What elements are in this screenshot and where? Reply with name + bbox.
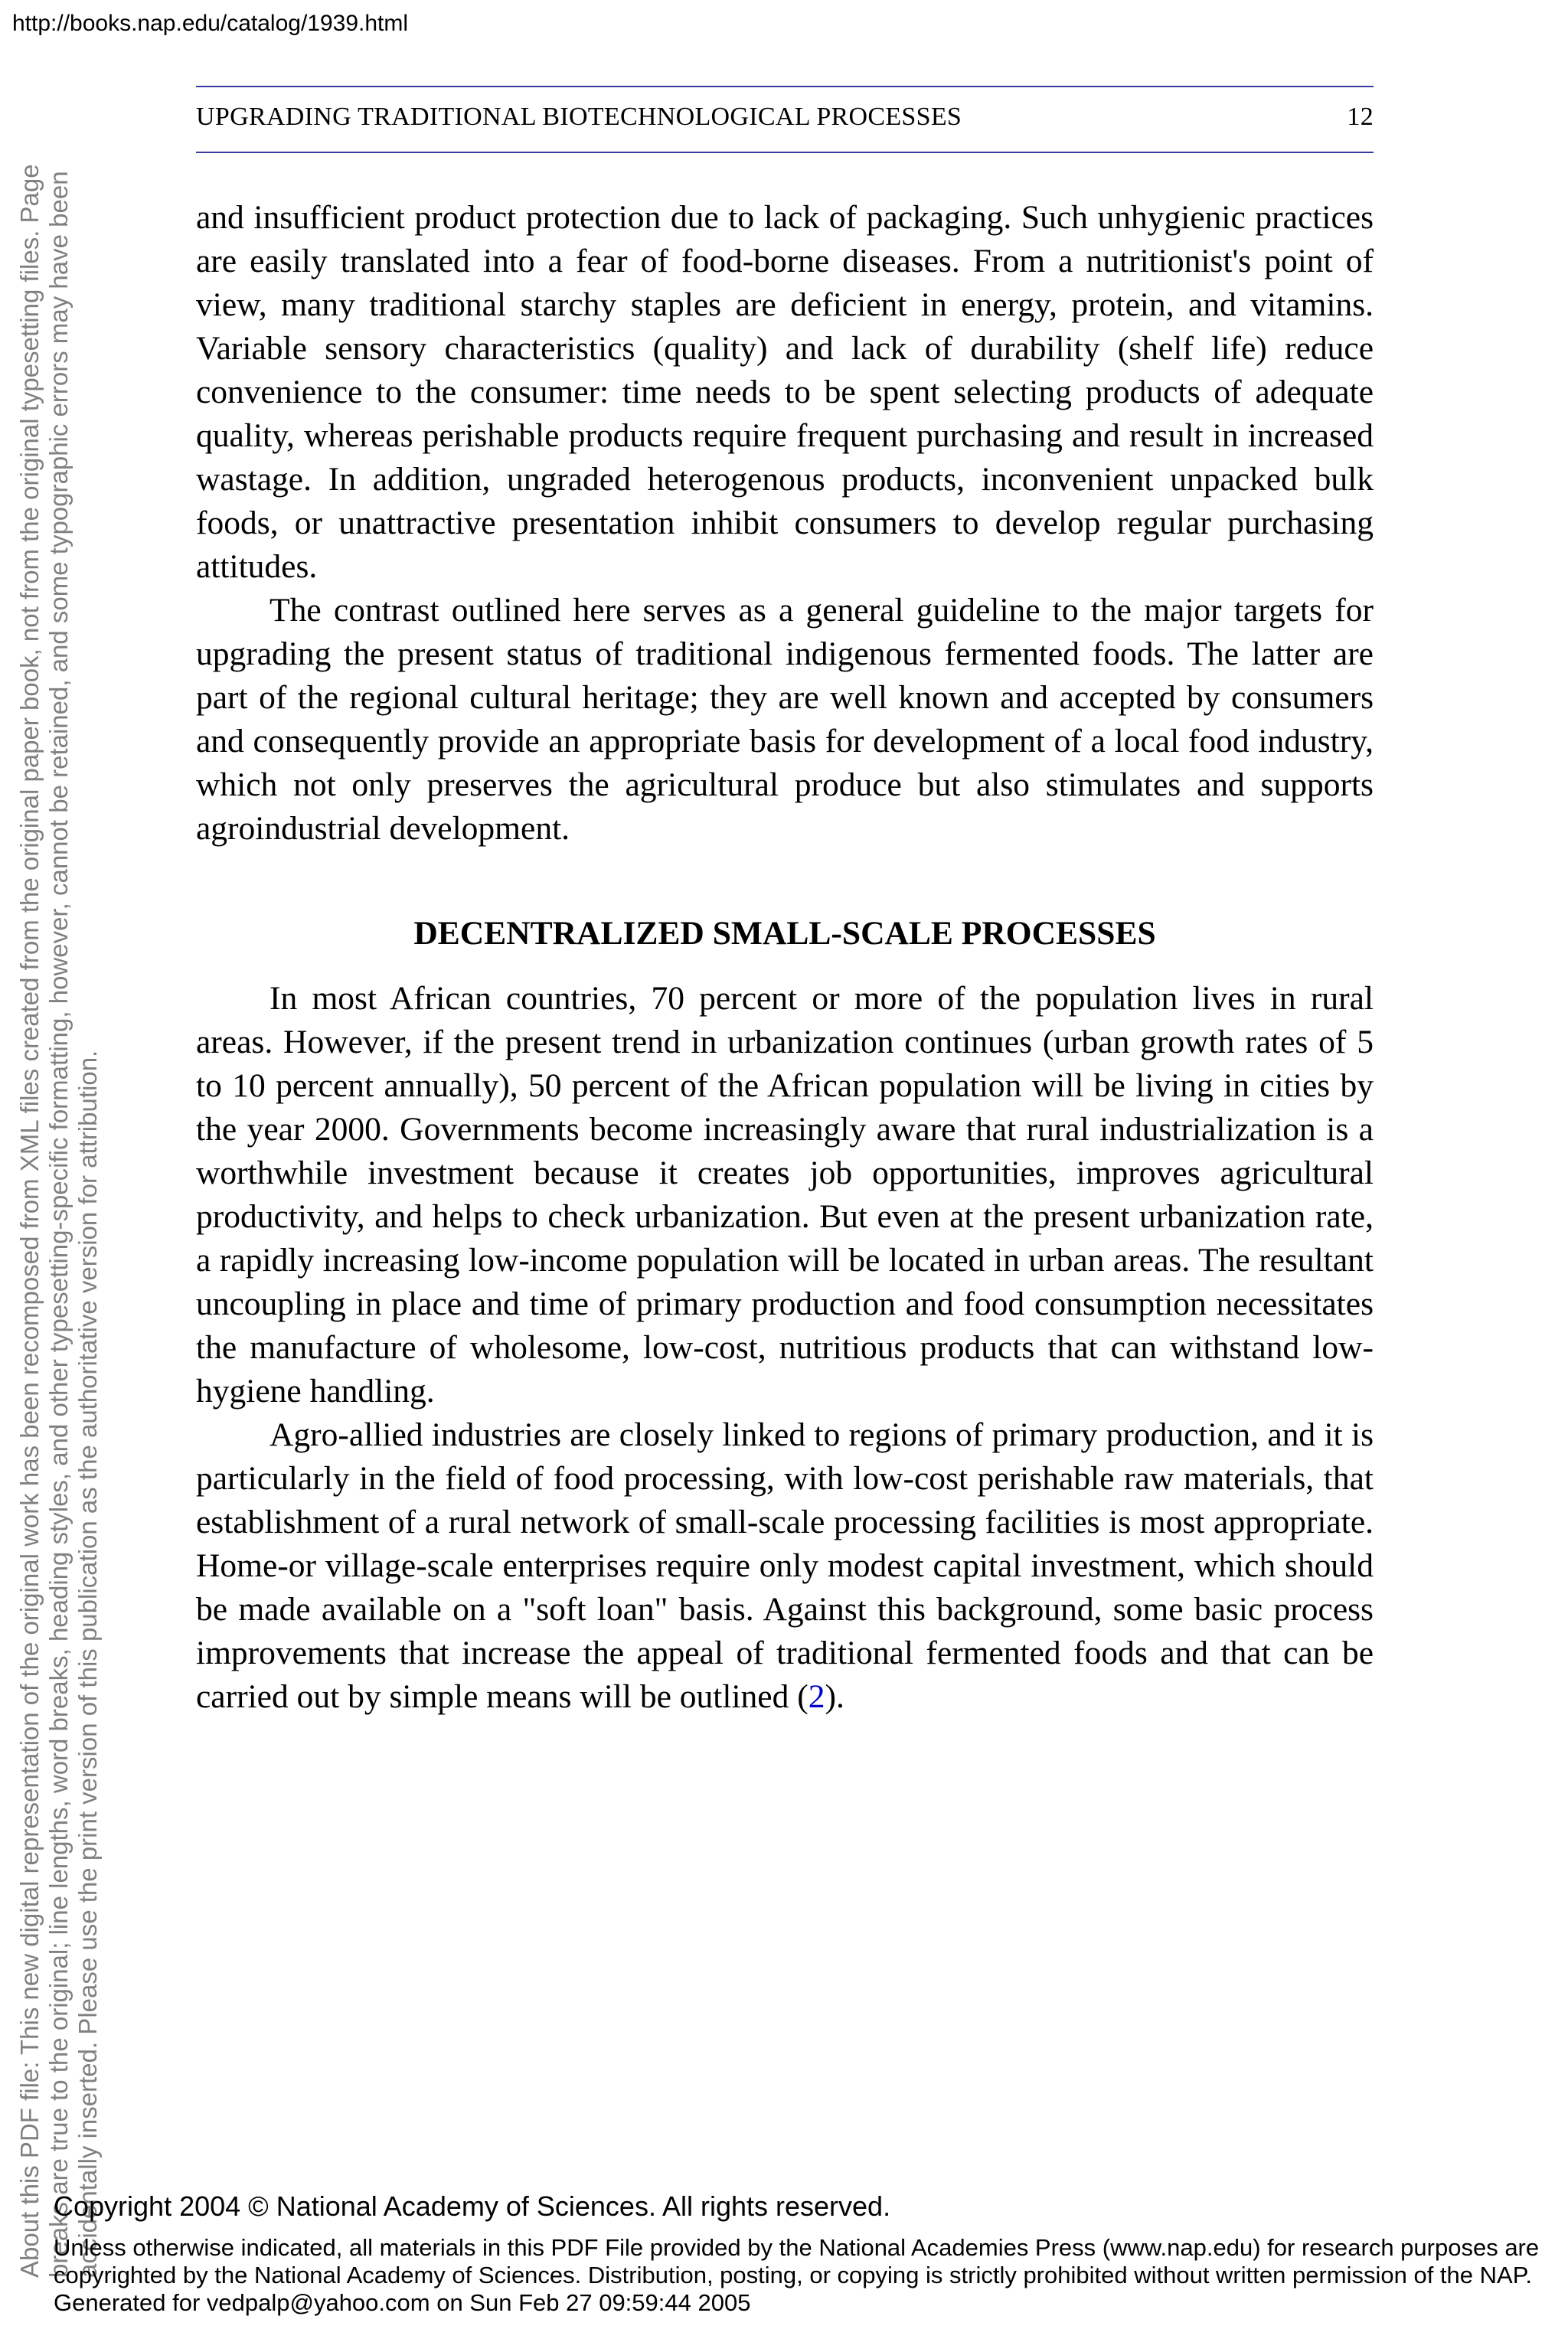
body-paragraph-2: The contrast outlined here serves as a general guideline to the major targets for upgrading the present status of traditional indigenous fermented foods. The latter are part of the regional cultural heritage; they are well known and accepted by consumers and consequently provide an appropriate basis for development of a local food industry, which not only preserves the agricultural produce but also stimulates and supports agroindustrial development. xyxy=(196,592,1374,847)
page-footer xyxy=(54,2190,1554,2317)
pdf-file-notice: About this PDF file: This new digital representation of the original work has been recomposed from XML files created from the original paper book, not from the original typesetting files. Page breaks are true to the original; line lengths, word breaks, heading styles, and other typesetting-specific formatting, however, cannot be retained, and some typographic errors may have been accidentally inserted. Please use the print version of this publication as the authoritative version for attribution. xyxy=(15,164,102,2278)
page-number: 12 xyxy=(1347,103,1374,131)
generated-line: Generated for vedpalp@yahoo.com on Sun Feb 27 09:59:44 2005 xyxy=(54,2289,751,2316)
usage-notice: Unless otherwise indicated, all materials in this PDF File provided by the National Academies Press (www.nap.edu) for research purposes are copyrighted by the National Academy of Sciences. Distribution, posting, or copying is strictly prohibited without written permission of the NAP. xyxy=(54,2234,1540,2288)
section-heading: DECENTRALIZED SMALL-SCALE PROCESSES xyxy=(413,915,1156,952)
copyright-line: Copyright 2004 © National Academy of Sciences. All rights reserved. xyxy=(54,2190,891,2222)
header-bottom-rule xyxy=(196,152,1374,153)
header-top-rule xyxy=(196,86,1374,87)
source-url: http://books.nap.edu/catalog/1939.html xyxy=(12,11,409,36)
running-head-title: UPGRADING TRADITIONAL BIOTECHNOLOGICAL PROCESSES xyxy=(196,103,962,131)
reference-link-2[interactable]: 2 xyxy=(808,1678,825,1715)
page-body xyxy=(196,196,1374,1719)
body-paragraph-3: In most African countries, 70 percent or more of the population lives in rural areas. However, if the present trend in urbanization continues (urban growth rates of 5 to 10 percent annually), 50 percent of the African population will be living in cities by the year 2000. Governments become increasingly aware that rural industrialization is a worthwhile investment because it creates job opportunities, improves agricultural productivity, and helps to check urbanization. But even at the present urbanization rate, a rapidly increasing low-income population will be located in urban areas. The resultant uncoupling in place and time of primary production and food consumption necessitates the manufacture of wholesome, low-cost, nutritious products that can withstand low-hygiene handling. xyxy=(196,980,1374,1410)
body-paragraph-1: and insufficient product protection due to lack of packaging. Such unhygienic practices are easily translated into a fear of food-borne diseases. From a nutritionist's point of view, many traditional starchy staples are deficient in energy, protein, and vitamins. Variable sensory characteristics (quality) and lack of durability (shelf life) reduce convenience to the consumer: time needs to be spent selecting products of adequate quality, whereas perishable products require frequent purchasing and result in increased wastage. In addition, ungraded heterogenous products, inconvenient unpacked bulk foods, or unattractive presentation inhibit consumers to develop regular purchasing attitudes. xyxy=(196,199,1374,585)
running-header xyxy=(196,103,1374,132)
paragraph-4-end: ). xyxy=(825,1678,844,1715)
paragraph-4-text: Agro-allied industries are closely linked to regions of primary production, and it is particularly in the field of food processing, with low-cost perishable raw materials, that establishment of a rural network of small-scale processing facilities is most appropriate. Home-or village-scale enterprises require only modest capital investment, which should be made available on a "soft loan" basis. Against this background, some basic process improvements that increase the appeal of traditional fermented foods and that can be carried out by simple means will be outlined ( xyxy=(196,1416,1374,1715)
body-paragraph-4 xyxy=(196,1413,1374,1719)
